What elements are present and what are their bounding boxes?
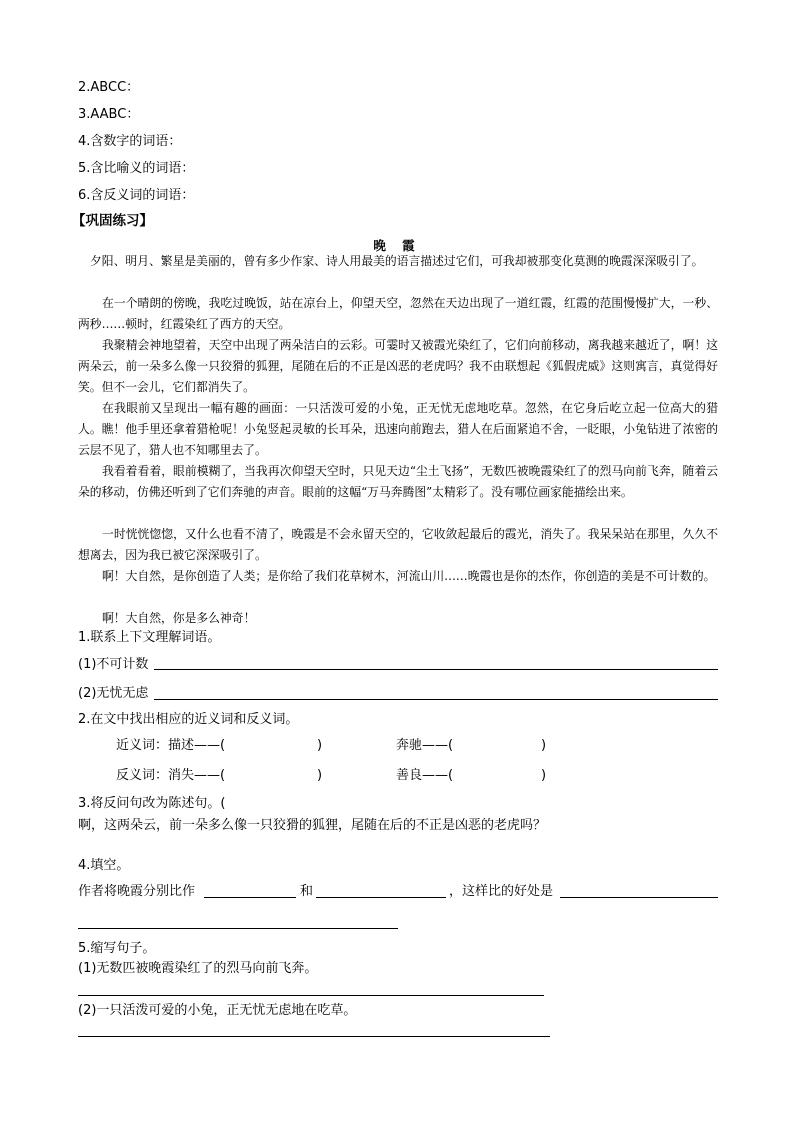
antonym-kind-close: ) (541, 768, 547, 783)
question-3: 3.将反问句改为陈述句。( (78, 796, 226, 811)
item-abcc: 2.ABCC： (78, 80, 140, 95)
synonym-gallop-label: 奔驰——( (396, 738, 454, 753)
answer-line-1a[interactable] (154, 669, 718, 670)
antonym-vanish-close: ) (317, 768, 323, 783)
story-paragraph: 在我眼前又呈现出一幅有趣的画面：一只活泼可爱的小兔，正无忧无虑地吃草。忽然，在它身后屹立起一位高大的猎人。瞧！他手里还拿着猎枪呢！小兔竖起灵敏的长耳朵，迅速向前跑去，猎人在后面紧追不舍，一眨眼，小兔钻进了浓密的云层不见了，猎人也不知哪里去了。 (78, 401, 718, 457)
question-4: 4.填空。 (78, 858, 130, 873)
question-5: 5.缩写句子。 (78, 941, 156, 956)
question-2: 2.在文中找出相应的近义词和反义词。 (78, 712, 299, 727)
synonym-describe-close: ) (317, 738, 323, 753)
question-4-part-a: 作者将晚霞分别比作 (78, 884, 196, 899)
item-aabc: 3.AABC： (78, 107, 140, 122)
answer-line-4d[interactable] (78, 928, 398, 929)
story-paragraph: 我聚精会神地望着，天空中出现了两朵洁白的云彩。可霎时又被霞光染红了，它们向前移动，离我越来越近了，啊！这两朵云，前一朵多么像一只狡猾的狐狸，尾随在后的不正是凶恶的老虎吗？我不由联想起《狐假虎威》这则寓言，真觉得好笑。但不一会儿，它们都消失了。 (78, 338, 718, 394)
answer-line-4a[interactable] (204, 897, 296, 898)
synonym-describe-label: 近义词：描述——( (116, 738, 226, 753)
answer-line-5b[interactable] (78, 1036, 550, 1037)
question-1: 1.联系上下文理解词语。 (78, 630, 221, 645)
item-antonym-words: 6.含反义词的词语： (78, 188, 195, 203)
story-paragraph: 夕阳、明月、繁星是美丽的，曾有多少作家、诗人用最美的语言描述过它们，可我却被那变化莫测的晚霞深深吸引了。 (90, 254, 704, 268)
answer-line-5a[interactable] (78, 995, 544, 996)
story-paragraph: 在一个晴朗的傍晚，我吃过晚饭，站在凉台上，仰望天空，忽然在天边出现了一道红霞，红霞的范围慢慢扩大，一秒、两秒……顿时，红霞染红了西方的天空。 (78, 296, 718, 331)
item-metaphor-words: 5.含比喻义的词语： (78, 161, 195, 176)
story-paragraph: 啊！大自然，你是多么神奇！ (102, 611, 256, 625)
story-title: 晚 霞 (373, 238, 421, 253)
answer-line-4b[interactable] (316, 897, 446, 898)
question-1a-label: (1)不可计数 (78, 657, 149, 672)
question-4-part-b: 和 (300, 884, 314, 899)
antonym-vanish-label: 反义词：消失——( (116, 768, 226, 783)
question-5a: (1)无数匹被晚霞染红了的烈马向前飞奔。 (78, 961, 318, 976)
question-1b-label: (2)无忧无虑 (78, 686, 149, 701)
item-number-words: 4.含数字的词语： (78, 134, 182, 149)
antonym-kind-label: 善良——( (396, 768, 454, 783)
story-paragraph: 我看着看着，眼前模糊了，当我再次仰望天空时，只见天边“尘土飞扬”，无数匹被晚霞染红了的烈马向前飞奔，随着云朵的移动，仿佛还听到了它们奔驰的声音。眼前的这幅“万马奔腾图”太精彩了。没有哪位画家能描绘出来。 (78, 464, 718, 499)
question-5b: (2)一只活泼可爱的小兔，正无忧无虑地在吃草。 (78, 1003, 357, 1018)
story-paragraph: 一时恍恍惚惚，又什么也看不清了，晚霞是不会永留天空的，它收敛起最后的霞光，消失了。我呆呆站在那里，久久不想离去，因为我已被它深深吸引了。 (78, 527, 718, 562)
synonym-gallop-close: ) (541, 738, 547, 753)
question-4-part-c: ，这样比的好处是 (449, 884, 554, 899)
answer-line-1b[interactable] (154, 699, 718, 700)
answer-line-4c[interactable] (560, 897, 718, 898)
story-paragraph: 啊！大自然，是你创造了人类；是你给了我们花草树木，河流山川……晚霞也是你的杰作，你创造的美是不可计数的。 (102, 569, 716, 583)
question-3-sentence: 啊，这两朵云，前一朵多么像一只狡猾的狐狸，尾随在后的不正是凶恶的老虎吗？ (78, 818, 547, 833)
section-title: 【巩固练习】 (72, 213, 153, 229)
